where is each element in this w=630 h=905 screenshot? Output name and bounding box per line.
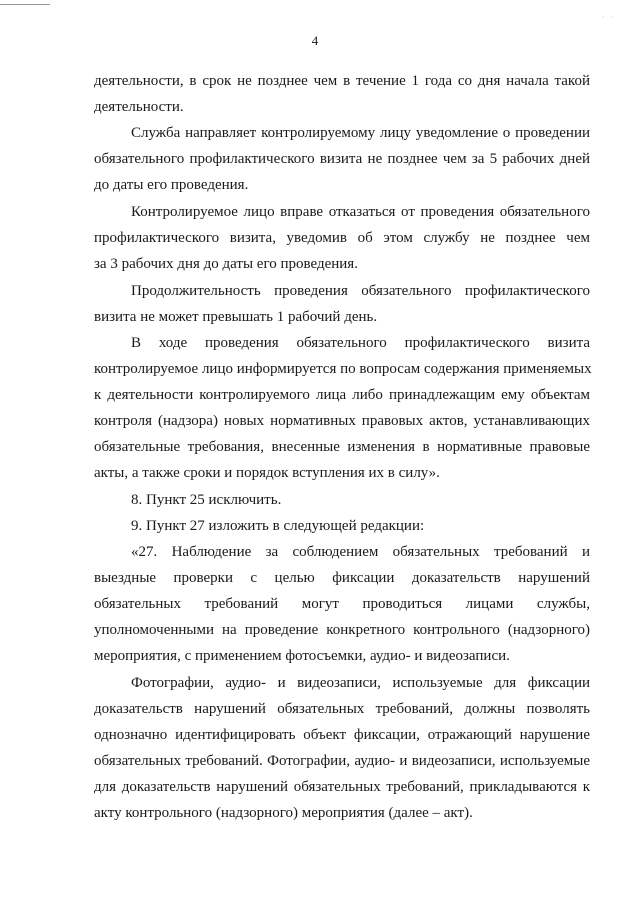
scan-marks: · · (601, 12, 616, 22)
text-line: обязательных требований. Фотографии, аудио- и видеозаписи, используемые (94, 753, 590, 769)
text-line: акту контрольного (надзорного) мероприятия (далее – акт). (94, 805, 473, 821)
text-line: «27. Наблюдение за соблюдением обязательных требований и (131, 544, 590, 560)
text-line: обязательного профилактического визита не позднее чем за 5 рабочих дней (94, 151, 590, 167)
text-line: доказательств нарушений обязательных требований, должны позволять (94, 701, 590, 717)
top-edge-rule (0, 4, 50, 5)
text-line: уполномоченными на проведение конкретного контрольного (надзорного) (94, 622, 590, 638)
text-line: деятельности. (94, 99, 184, 115)
text-line: 9. Пункт 27 изложить в следующей редакции: (131, 518, 425, 534)
text-line: Контролируемое лицо вправе отказаться от проведения обязательного (131, 204, 590, 220)
text-line: В ходе проведения обязательного профилактического визита (131, 335, 590, 351)
text-line: выездные проверки с целью фиксации доказательств нарушений (94, 570, 590, 586)
text-line: визита не может превышать 1 рабочий день. (94, 309, 378, 325)
text-line: контроля (надзора) новых нормативных правовых актов, устанавливающих (94, 413, 590, 429)
text-line: контролируемое лицо информируется по вопросам содержания применяемых (94, 361, 592, 377)
text-line: однозначно идентифицировать объект фиксации, отражающий нарушение (94, 727, 590, 743)
text-line: профилактического визита, уведомив об этом службу не позднее чем (94, 230, 590, 246)
text-line: Служба направляет контролируемому лицу уведомление о проведении (131, 125, 590, 141)
text-line: акты, а также сроки и порядок вступления их в силу». (94, 465, 440, 481)
text-line: Продолжительность проведения обязательного профилактического (131, 283, 590, 299)
text-line: 8. Пункт 25 исключить. (131, 492, 282, 508)
text-line: мероприятия, с применением фотосъемки, аудио- и видеозаписи. (94, 648, 510, 664)
text-line: к деятельности контролируемого лица либо принадлежащим ему объектам (94, 387, 590, 403)
text-line: деятельности, в срок не позднее чем в течение 1 года со дня начала такой (94, 73, 590, 89)
text-line: Фотографии, аудио- и видеозаписи, используемые для фиксации (131, 675, 590, 691)
text-line: для доказательств нарушений обязательных требований, прикладываются к (94, 779, 590, 795)
text-line: за 3 рабочих дня до даты его проведения. (94, 256, 358, 272)
text-line: до даты его проведения. (94, 177, 249, 193)
text-line: обязательные требования, внесенные изменения в нормативные правовые (94, 439, 590, 455)
page-number: 4 (311, 33, 319, 48)
text-line: обязательных требований могут проводиться лицами службы, (94, 596, 590, 612)
